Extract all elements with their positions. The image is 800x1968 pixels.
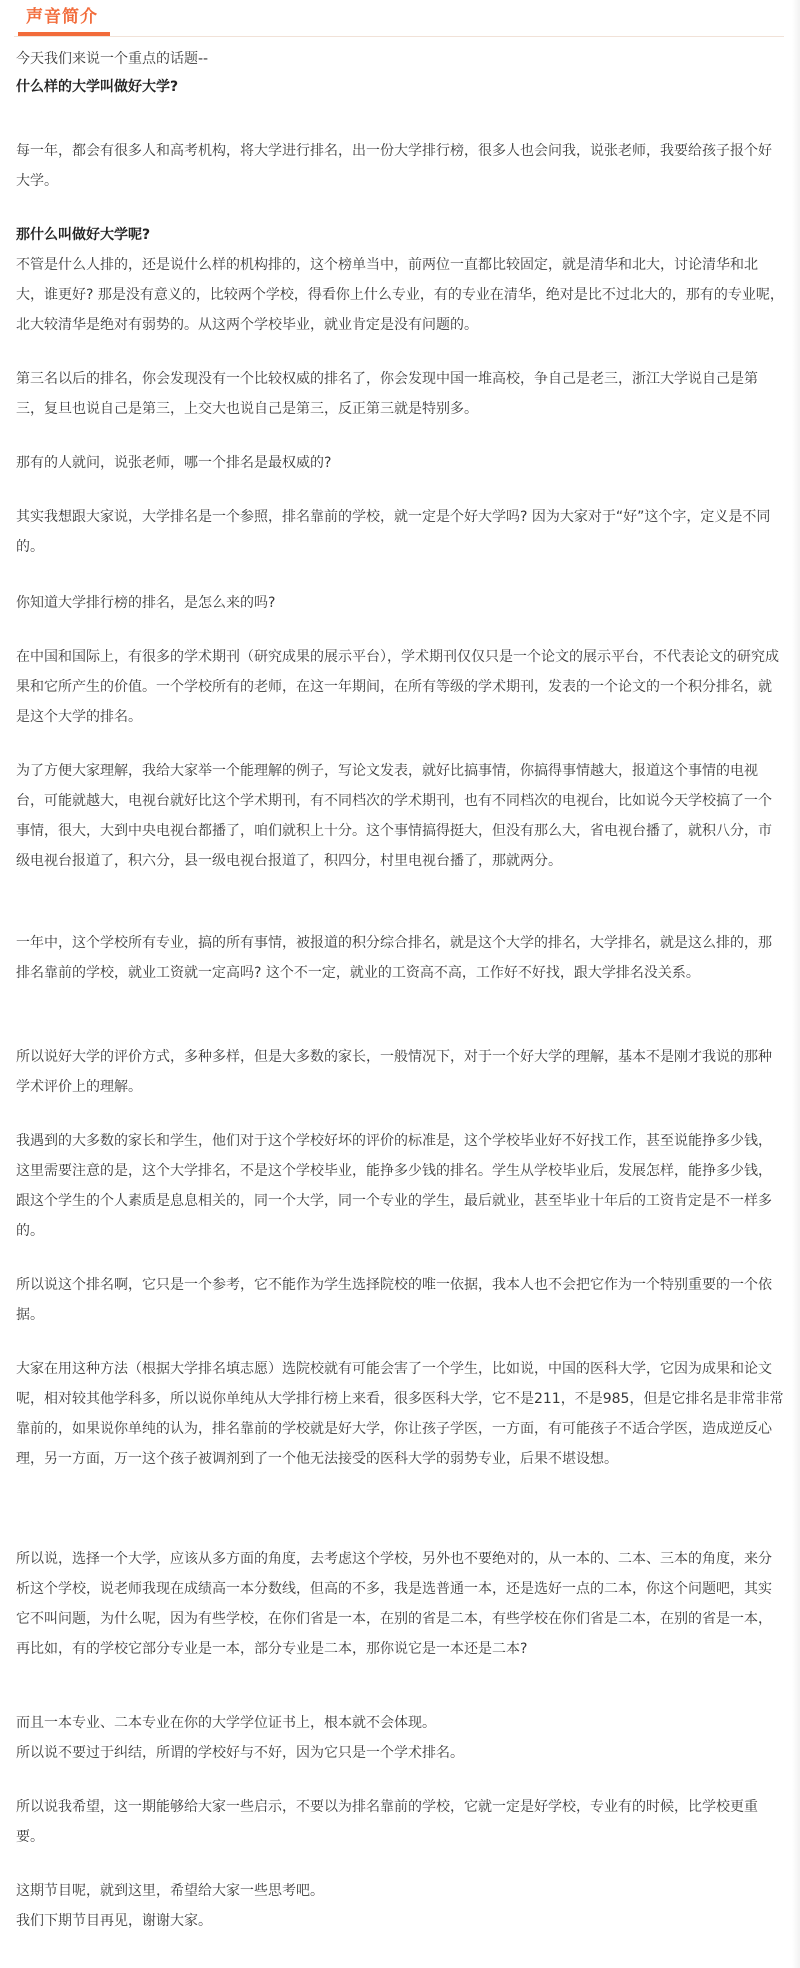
paragraph-3: 第三名以后的排名，你会发现没有一个比较权威的排名了，你会发现中国一堆高校，争自己是老三，浙江大学说自己是第三，复旦也说自己是第三，上交大也说自己是第三，反正第三就是特别多。 <box>16 371 758 417</box>
paragraph-5: 其实我想跟大家说，大学排名是一个参照，排名靠前的学校，就一定是个好大学吗? 因为大家对于“好”这个字，定义是不同的。 <box>16 509 771 555</box>
paragraph-15: 而且一本专业、二本专业在你的大学学位证书上，根本就不会体现。 <box>16 1715 436 1731</box>
intro-line: 今天我们来说一个重点的话题-- <box>16 51 209 67</box>
paragraph-17: 所以说我希望，这一期能够给大家一些启示，不要以为排名靠前的学校，它就一定是好学校，专业有的时候，比学校更重要。 <box>16 1799 758 1845</box>
paragraph-18: 这期节目呢，就到这里，希望给大家一些思考吧。 <box>16 1883 324 1899</box>
paragraph-2: 不管是什么人排的，还是说什么样的机构排的，这个榜单当中，前两位一直都比较固定，就是清华和北大，讨论清华和北大，谁更好? 那是没有意义的，比较两个学校，得看你上什么专业，有的专业在清华，绝对是比不过北大的，那有的专业呢，北大较清华是绝对有弱势的。从这两个学校毕业，就业肯定是没有问题的。 <box>16 257 784 333</box>
heading-good-university-definition: 那什么叫做好大学呢? <box>16 227 151 243</box>
paragraph-1: 每一年，都会有很多人和高考机构，将大学进行排名，出一份大学排行榜，很多人也会问我，说张老师，我要给孩子报个好大学。 <box>16 143 772 189</box>
paragraph-11: 我遇到的大多数的家长和学生，他们对于这个学校好坏的评价的标准是，这个学校毕业好不好找工作，甚至说能挣多少钱，这里需要注意的是，这个大学排名，不是这个学校毕业，能挣多少钱的排名。学生从学校毕业后，发展怎样，能挣多少钱，跟这个学生的个人素质是息息相关的，同一个大学，同一个专业的学生，最后就业，甚至毕业十年后的工资肯定是不一样多的。 <box>16 1133 772 1239</box>
paragraph-19: 我们下期节目再见，谢谢大家。 <box>16 1913 212 1929</box>
paragraph-14: 所以说，选择一个大学，应该从多方面的角度，去考虑这个学校，另外也不要绝对的，从一本的、二本、三本的角度，来分析这个学校，说老师我现在成绩高一本分数线，但高的不多，我是选普通一本，还是选好一点的二本，你这个问题吧，其实它不叫问题，为什么呢，因为有些学校，在你们省是一本，在别的省是二本，有些学校在你们省是二本，在别的省是一本，再比如，有的学校它部分专业是一本，部分专业是二本，那你说它是一本还是二本? <box>16 1551 772 1657</box>
heading-what-is-good-university: 什么样的大学叫做好大学? <box>16 79 179 95</box>
section-header <box>14 0 784 37</box>
paragraph-6: 你知道大学排行榜的排名，是怎么来的吗? <box>16 595 276 611</box>
section-title-underline <box>18 32 110 36</box>
paragraph-9: 一年中，这个学校所有专业，搞的所有事情，被报道的积分综合排名，就是这个大学的排名，大学排名，就是这么排的，那排名靠前的学校，就业工资就一定高吗? 这个不一定，就业的工资高不高，工作好不好找，跟大学排名没关系。 <box>16 935 772 981</box>
paragraph-10: 所以说好大学的评价方式，多种多样，但是大多数的家长，一般情况下，对于一个好大学的理解，基本不是刚才我说的那种学术评价上的理解。 <box>16 1049 772 1095</box>
scroll-edge-shadow <box>792 0 800 1968</box>
paragraph-12: 所以说这个排名啊，它只是一个参考，它不能作为学生选择院校的唯一依据，我本人也不会把它作为一个特别重要的一个依据。 <box>16 1277 772 1323</box>
section-title: 声音简介 <box>26 7 98 27</box>
paragraph-8: 为了方便大家理解，我给大家举一个能理解的例子，写论文发表，就好比搞事情，你搞得事情越大，报道这个事情的电视台，可能就越大，电视台就好比这个学术期刊，有不同档次的学术期刊，也有不同档次的电视台，比如说今天学校搞了一个事情，很大，大到中央电视台都播了，咱们就积上十分。这个事情搞得挺大，但没有那么大，省电视台播了，就积八分，市级电视台报道了，积六分，县一级电视台报道了，积四分，村里电视台播了，那就两分。 <box>16 763 772 869</box>
paragraph-4: 那有的人就问，说张老师，哪一个排名是最权威的? <box>16 455 332 471</box>
paragraph-16: 所以说不要过于纠结，所谓的学校好与不好，因为它只是一个学术排名。 <box>16 1745 464 1761</box>
paragraph-13: 大家在用这种方法（根据大学排名填志愿）选院校就有可能会害了一个学生，比如说，中国的医科大学，它因为成果和论文呢，相对较其他学科多，所以说你单纯从大学排行榜上来看，很多医科大学，它不是211，不是985，但是它排名是非常非常靠前的，如果说你单纯的认为，排名靠前的学校就是好大学，你让孩子学医，一方面，有可能孩子不适合学医，造成逆反心理，另一方面，万一这个孩子被调剂到了一个他无法接受的医科大学的弱势专业，后果不堪设想。 <box>16 1361 784 1467</box>
paragraph-7: 在中国和国际上，有很多的学术期刊（研究成果的展示平台），学术期刊仅仅只是一个论文的展示平台，不代表论文的研究成果和它所产生的价值。一个学校所有的老师，在这一年期间，在所有等级的学术期刊，发表的一个论文的一个积分排名，就是这个大学的排名。 <box>16 649 779 725</box>
